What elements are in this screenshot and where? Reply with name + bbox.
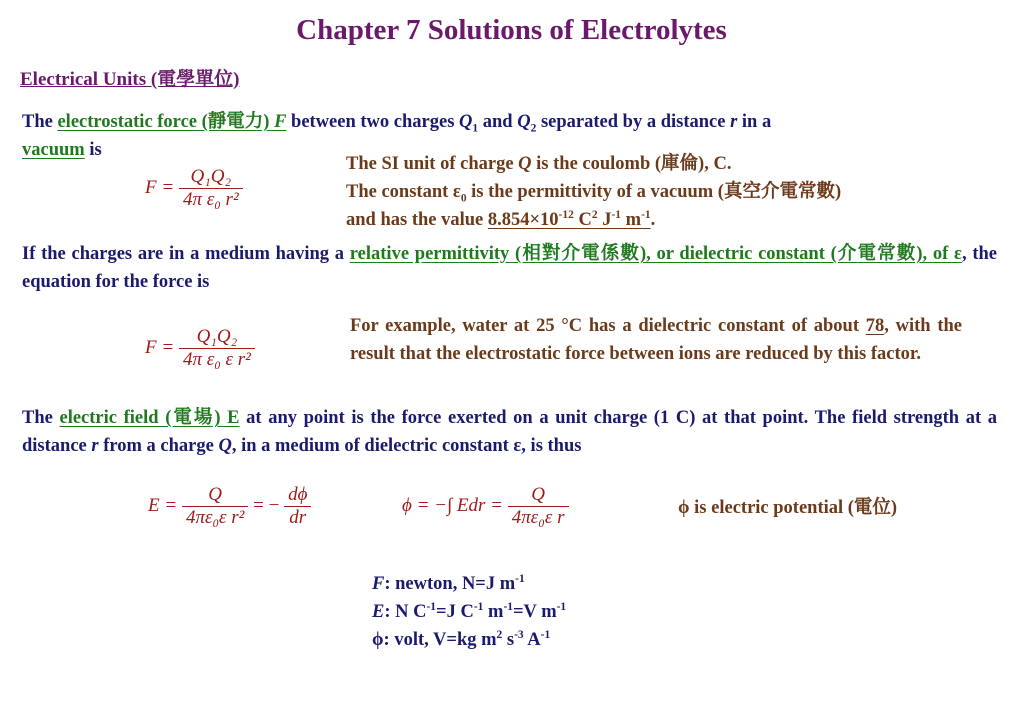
si-unit-block: The SI unit of charge Q is the coulomb (庫倫), C. The constant $\varepsilon_0$ is the permittivity of a vacuum (真空介電常數) and has the value $8.854\times 10^{-12}$ $C^2$ $J^{-1}$ $m^{-1}$. xyxy=(346,154,842,230)
term-vacuum: vacuum xyxy=(22,140,85,160)
equation-potential: ϕ = −∫ Edr = $\frac{Q}{\text{4πε₀ε r}}$ xyxy=(402,484,569,529)
section-subtitle: Electrical Units (電學單位) xyxy=(20,69,240,90)
equation-electric-field: E = $\frac{Q}{\text{4πε₀ε r²}}$ = − $\frac{d\phi}{dr}$ xyxy=(148,484,311,529)
fraction: $\frac{\text{Q₁Q₂}}{\text{4π ε₀ r²}}$ xyxy=(179,166,243,211)
fraction-derivative: $\frac{d\phi}{dr}$ xyxy=(284,484,311,529)
fraction: $\frac{Q}{\text{4πε₀ε r}}$ xyxy=(508,484,569,529)
symbol-q2: Q xyxy=(517,112,531,132)
example-block: For example, water at 25 °C has a dielectric constant of about 78, with the result that the electrostatic force between ions are reduced by this factor. xyxy=(350,316,962,364)
unit-force: F: newton, N=J $m^{-1}$ xyxy=(372,572,525,594)
term-electric-field: electric field (電場) E xyxy=(59,408,240,428)
text: between two charges xyxy=(286,112,460,132)
units-block xyxy=(372,570,566,654)
fraction: $\frac{\text{Q₁Q₂}}{\text{4π ε₀ ε r²}}$ xyxy=(179,326,255,371)
symbol-r: r xyxy=(730,112,738,132)
fraction: $\frac{Q}{\text{4πε₀ε r²}}$ xyxy=(182,484,248,529)
term-electrostatic-force: electrostatic force (靜電力) F xyxy=(57,112,287,132)
dielectric-value: 78 xyxy=(865,316,885,336)
equation-force-medium: F = $\frac{\text{Q₁Q₂}}{\text{4π ε₀ ε r²}}$ xyxy=(145,326,255,371)
text: The xyxy=(22,112,58,132)
term-relative-permittivity: relative permittivity (相對介電係數), or dielectric constant (介電常數), of ε xyxy=(349,244,962,264)
equation-force-vacuum: F = $\frac{\text{Q₁Q₂}}{\text{4π ε₀ r²}}$ xyxy=(145,166,243,211)
paragraph-dielectric: If the charges are in a medium having a relative permittivity (相對介電係數), or dielectric constant (介電常數), of ε, the equation for the force is xyxy=(22,244,997,292)
permittivity-value: $8.854\times 10^{-12}$ $C^2$ $J^{-1}$ $m^{-1}$ xyxy=(487,208,651,230)
paragraph-electrostatic-force: The electrostatic force (靜電力) F between two charges $Q_1$ and $Q_2$ separated by a distance r in a vacuum is xyxy=(22,112,772,160)
paragraph-electric-field: The electric field (電場) E at any point is the force exerted on a unit charge (1 C) at that point. The field strength at a distance r from a charge Q, in a medium of dielectric constant ε, is thus xyxy=(22,408,997,456)
unit-field: E: N $C^{-1}=J$ $C^{-1}$ $m^{-1}=V$ $m^{-1}$ xyxy=(372,600,567,622)
potential-note: ϕ is electric potential (電位) xyxy=(678,498,898,518)
symbol-q1: Q xyxy=(459,112,473,132)
unit-potential: ϕ: volt, V=kg $m^2$ $s^{-3}$ $A^{-1}$ xyxy=(372,628,551,650)
page-title: Chapter 7 Solutions of Electrolytes xyxy=(296,14,727,46)
